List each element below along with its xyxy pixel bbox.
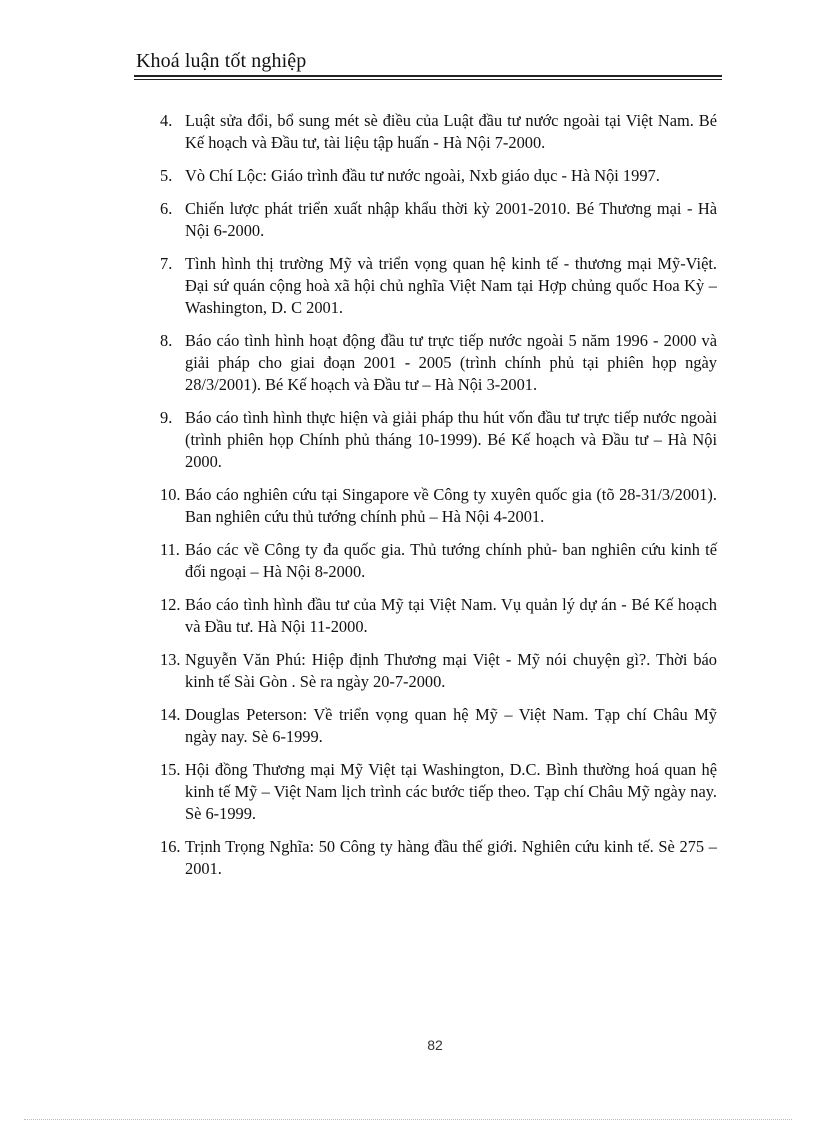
reference-number: 5. [160,166,173,185]
reference-text: Luật sửa đổi, bổ sung mét sè điều của Luật đầu tư nước ngoài tại Việt Nam. Bé Kế hoạch và Đầu tư, tài liệu tập huấn - Hà Nội 7-2000. [185,111,717,152]
reference-number: 15. [160,760,181,779]
reference-text: Nguyễn Văn Phú: Hiệp định Thương mại Việt - Mỹ nói chuyện gì?. Thời báo kinh tế Sài Gòn . Sè ra ngày 20-7-2000. [185,650,717,691]
reference-number: 11. [160,540,180,559]
reference-item [160,704,717,748]
reference-item [160,836,717,880]
reference-number: 16. [160,837,181,856]
reference-item [160,594,717,638]
reference-number: 13. [160,650,181,669]
reference-text: Tình hình thị trường Mỹ và triển vọng quan hệ kinh tế - thương mại Mỹ-Việt. Đại sứ quán cộng hoà xã hội chủ nghĩa Việt Nam tại Hợp chủng quốc Hoa Kỳ – Washington, D. C 2001. [185,254,717,317]
reference-item [160,165,717,187]
page-header [134,48,722,80]
reference-number: 8. [160,331,173,350]
reference-number: 7. [160,254,173,273]
reference-text: Báo cáo tình hình hoạt động đầu tư trực tiếp nước ngoài 5 năm 1996 - 2000 và giải pháp cho giai đoạn 2001 - 2005 (trình chính phủ tại phiên họp ngày 28/3/2001). Bé Kế hoạch và Đầu tư – Hà Nội 3-2001. [185,331,717,394]
reference-item [160,649,717,693]
reference-item [160,539,717,583]
reference-item [160,759,717,825]
reference-list [160,110,717,891]
footer-dotted-divider [24,1119,792,1120]
reference-number: 14. [160,705,181,724]
reference-text: Vò Chí Lộc: Giáo trình đầu tư nước ngoài, Nxb giáo dục - Hà Nội 1997. [185,166,660,185]
reference-text: Trịnh Trọng Nghĩa: 50 Công ty hàng đầu thế giới. Nghiên cứu kinh tế. Sè 275 – 2001. [185,837,717,878]
reference-number: 12. [160,595,181,614]
reference-item [160,253,717,319]
reference-text: Báo cáo tình hình thực hiện và giải pháp thu hút vốn đầu tư trực tiếp nước ngoài (trình phiên họp Chính phủ tháng 10-1999). Bé Kế hoạch và Đầu tư – Hà Nội 2000. [185,408,717,471]
reference-number: 6. [160,199,173,218]
reference-number: 4. [160,111,173,130]
reference-item [160,330,717,396]
page-number: 82 [427,1037,443,1053]
reference-text: Báo các về Công ty đa quốc gia. Thủ tướng chính phủ- ban nghiên cứu kinh tế đối ngoại – Hà Nội 8-2000. [185,540,717,581]
reference-number: 10. [160,485,181,504]
reference-number: 9. [160,408,173,427]
reference-text: Douglas Peterson: Về triển vọng quan hệ Mỹ – Việt Nam. Tạp chí Châu Mỹ ngày nay. Sè 6-1999. [185,705,717,746]
reference-text: Báo cáo tình hình đầu tư của Mỹ tại Việt Nam. Vụ quản lý dự án - Bé Kế hoạch và Đầu tư. Hà Nội 11-2000. [185,595,717,636]
reference-text: Chiến lược phát triển xuất nhập khẩu thời kỳ 2001-2010. Bé Thương mại - Hà Nội 6-2000. [185,199,717,240]
reference-item [160,484,717,528]
header-rule-thin [134,79,722,80]
reference-item [160,407,717,473]
page-header-title: Khoá luận tốt nghiệp [136,50,307,72]
reference-item [160,110,717,154]
reference-item [160,198,717,242]
reference-text: Báo cáo nghiên cứu tại Singapore về Công ty xuyên quốc gia (tõ 28-31/3/2001). Ban nghiên cứu thủ tướng chính phủ – Hà Nội 4-2001. [185,485,717,526]
reference-text: Hội đồng Thương mại Mỹ Việt tại Washington, D.C. Bình thường hoá quan hệ kinh tế Mỹ – Việt Nam lịch trình các bước tiếp theo. Tạp chí Châu Mỹ ngày nay. Sè 6-1999. [185,760,717,823]
header-rule-thick [134,75,722,77]
